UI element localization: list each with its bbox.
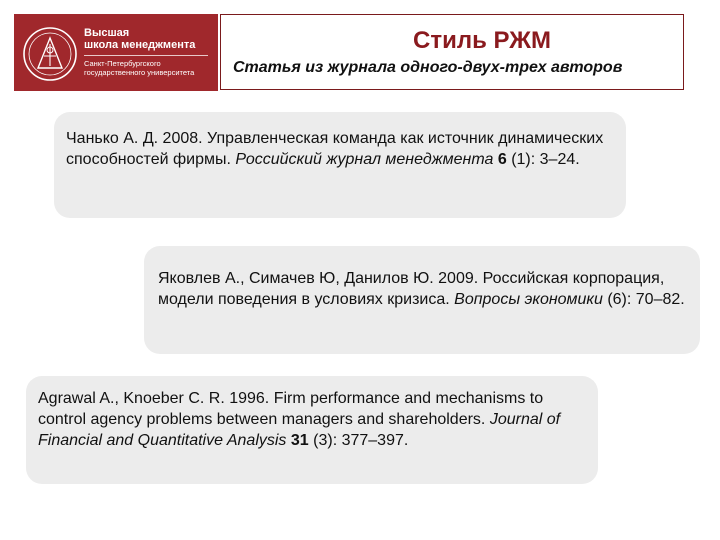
reference-card-3: [26, 376, 598, 484]
reference-journal: Journal of Financial and Quantitative Analysis: [38, 411, 561, 449]
reference-authors-title: Чанько А. Д. 2008. Управленческая команда как источник динамических способностей фирмы.: [66, 130, 604, 168]
reference-text: [158, 268, 686, 310]
reference-card-1: [54, 112, 626, 218]
university-emblem-icon: [22, 26, 78, 82]
reference-authors-title: Яковлев А., Симачев Ю, Данилов Ю. 2009. Российская корпорация, модели поведения в условиях кризиса.: [158, 270, 665, 308]
logo-university-name: Санкт-Петербургского государственного университета: [84, 59, 195, 77]
reference-pages: (6): 70–82.: [602, 291, 685, 308]
reference-volume: 6: [497, 151, 507, 168]
reference-pages: (3): 377–397.: [308, 432, 409, 449]
university-logo: [14, 14, 218, 91]
page-title: Стиль РЖМ: [413, 27, 551, 54]
reference-text: [38, 388, 586, 451]
page-subtitle: Статья из журнала одного-двух-трех авторов: [233, 59, 623, 76]
reference-journal: Российский журнал менеджмента: [235, 151, 494, 168]
logo-school-name: Высшая школа менеджмента: [84, 27, 196, 51]
reference-text: [66, 128, 614, 170]
header-box: [220, 14, 684, 90]
reference-card-2: [144, 246, 700, 354]
reference-authors-title: Agrawal A., Knoeber C. R. 1996. Firm performance and mechanisms to control agency problems between managers and shareholders.: [38, 390, 544, 428]
logo-divider: [84, 55, 208, 56]
reference-pages: (1): 3–24.: [506, 151, 580, 168]
reference-journal: Вопросы экономики: [454, 291, 603, 308]
reference-volume: 31: [290, 432, 309, 449]
